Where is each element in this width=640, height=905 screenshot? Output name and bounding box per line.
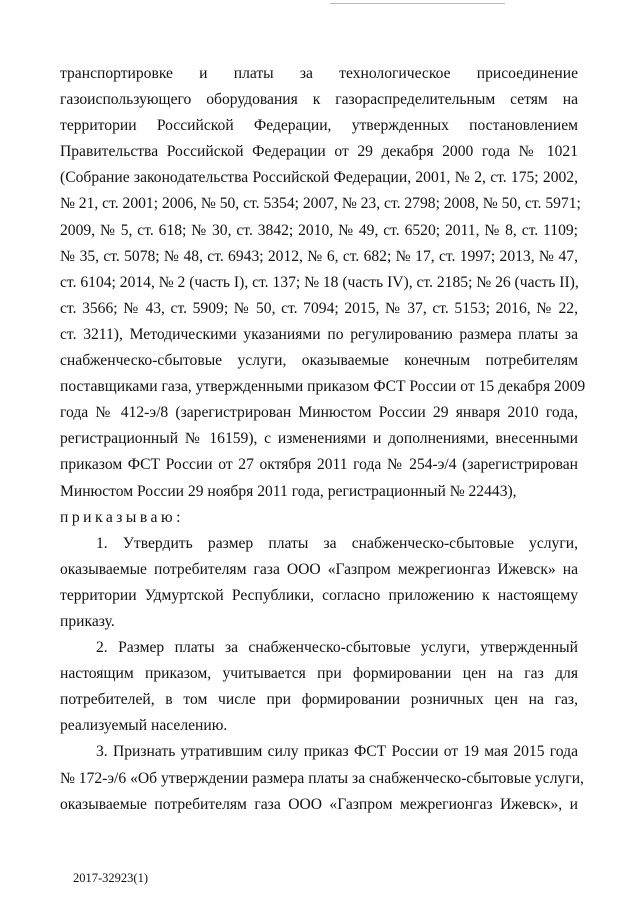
text-line: поставщиками газа, утвержденными приказом ФСТ России от 15 декабря 2009	[60, 378, 586, 396]
text-line: потребителей, в том числе при формировании розничных цен на газ,	[60, 691, 578, 709]
text-line: Правительства Российской Федерации от 29 декабря 2000 года № 1021	[60, 143, 578, 161]
text-line: снабженческо-сбытовые услуги, оказываемые конечным потребителям	[60, 352, 578, 370]
text-line: ст. 6104; 2014, № 2 (часть I), ст. 137; № 18 (часть IV), ст. 2185; № 26 (часть II),	[60, 273, 579, 291]
text-line: ст. 3211), Методическими указаниями по регулированию размера платы за	[60, 325, 578, 343]
text-line: ст. 3566; № 43, ст. 5909; № 50, ст. 7094; 2015, № 37, ст. 5153; 2016, № 22,	[60, 299, 578, 317]
text-line: приказу.	[60, 612, 115, 630]
text-line: реализуемый населению.	[60, 717, 228, 735]
text-line: оказываемые потребителям газа ООО «Газпром межрегионгаз Ижевск», и	[60, 795, 578, 813]
text-line: оказываемые потребителям газа ООО «Газпром межрегионгаз Ижевск» на	[60, 560, 578, 578]
text-line: приказом ФСТ России от 27 октября 2011 года № 254-э/4 (зарегистрирован	[60, 456, 578, 474]
text-line: газоиспользующего оборудования к газораспределительным сетям на	[60, 91, 578, 109]
scan-edge-line	[330, 3, 505, 4]
text-line: территории Российской Федерации, утвержденных постановлением	[60, 117, 578, 135]
document-body	[60, 61, 586, 818]
text-line: года № 412-э/8 (зарегистрирован Минюстом России 29 января 2010 года,	[60, 404, 578, 422]
footer-document-code: 2017-32923(1)	[73, 871, 148, 885]
item-3-first-line: 3. Признать утратившим силу приказ ФСТ России от 19 мая 2015 года	[96, 743, 578, 761]
text-line: № 172-э/6 «Об утверждении размера платы за снабженческо-сбытовые услуги,	[60, 769, 584, 787]
text-line: настоящим приказом, учитывается при формировании цен на газ для	[60, 665, 578, 683]
text-line: № 35, ст. 5078; № 48, ст. 6943; 2012, № 6, ст. 682; № 17, ст. 1997; 2013, № 47,	[60, 247, 578, 265]
text-line: 2009, № 5, ст. 618; № 30, ст. 3842; 2010, № 49, ст. 6520; 2011, № 8, ст. 1109;	[60, 221, 578, 239]
order-keyword: приказываю:	[60, 508, 184, 526]
text-line: регистрационный № 16159), с изменениями и дополнениями, внесенными	[60, 430, 578, 448]
item-2-first-line: 2. Размер платы за снабженческо-сбытовые услуги, утвержденный	[96, 639, 578, 657]
text-line: Минюстом России 29 ноября 2011 года, регистрационный № 22443),	[60, 482, 517, 500]
text-line: транспортировке и платы за технологическое присоединение	[60, 65, 578, 82]
item-1-first-line: 1. Утвердить размер платы за снабженческо-сбытовые услуги,	[96, 534, 578, 552]
text-line: территории Удмуртской Республики, согласно приложению к настоящему	[60, 586, 578, 604]
text-line: (Собрание законодательства Российской Федерации, 2001, № 2, ст. 175; 2002,	[60, 169, 578, 187]
text-line: № 21, ст. 2001; 2006, № 50, ст. 5354; 2007, № 23, ст. 2798; 2008, № 50, ст. 5971;	[60, 195, 581, 213]
